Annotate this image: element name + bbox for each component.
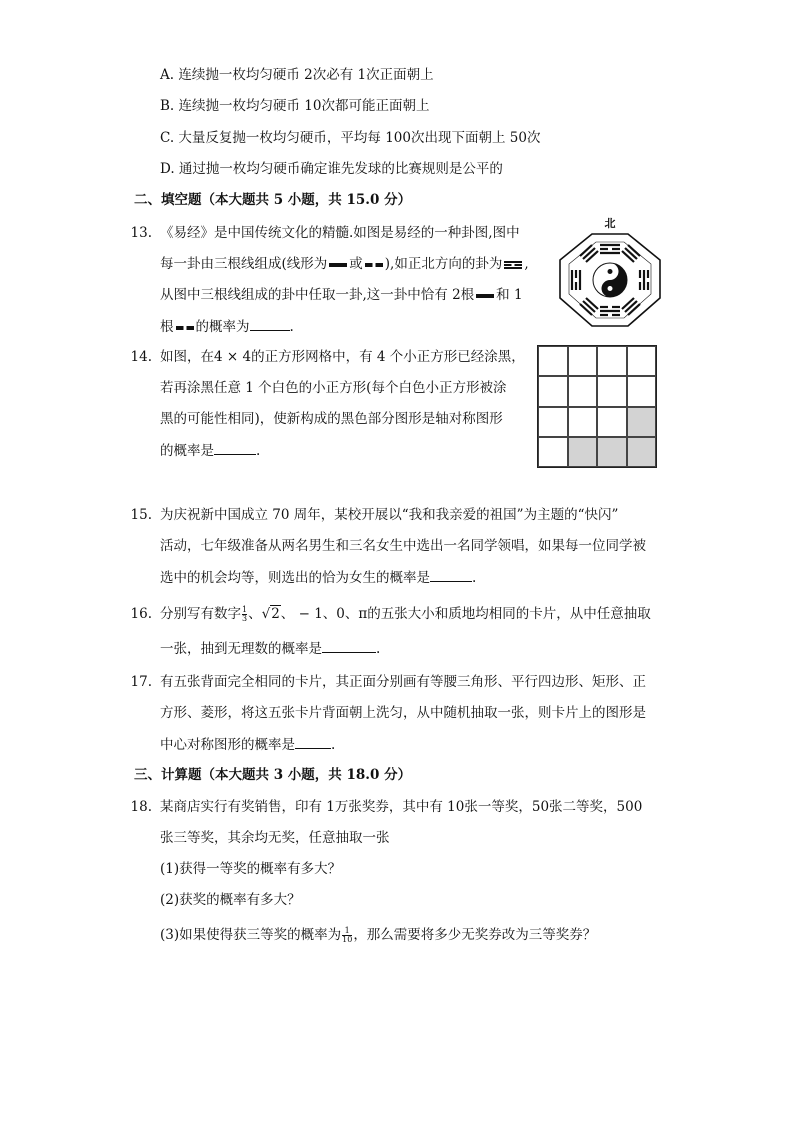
- q18-sub-2: (2)获奖的概率有多大？: [160, 892, 301, 908]
- grid-cell: [568, 376, 598, 406]
- answer-blank: [430, 567, 472, 582]
- grid-cell: [597, 407, 627, 437]
- q13-text: 从图中三根线组成的卦中任取一卦,这一卦中恰有 2根: [160, 287, 475, 303]
- q13-text: 根: [160, 319, 174, 335]
- q15-text: 选中的机会均等，则选出的恰为女生的概率是: [160, 570, 430, 586]
- q16-text: .: [376, 641, 381, 657]
- grid-cell: [597, 376, 627, 406]
- section-3-heading: 三、计算题（本大题共 3 小题，共 18.0 分）: [134, 767, 412, 783]
- q16-number: 16.: [130, 606, 152, 622]
- yin-line-icon: [176, 326, 194, 330]
- q18-line-1: 某商店实行有奖销售，印有 1万张奖券，其中有 10张一等奖，50张二等奖，500: [160, 799, 643, 815]
- q13-text: 和 1: [496, 287, 523, 303]
- answer-blank: [295, 734, 331, 749]
- q13-line-3: [160, 285, 523, 305]
- q18-line-2: 张三等奖，其余均无奖，任意抽取一张: [160, 830, 390, 846]
- grid-cell: [538, 376, 568, 406]
- q16-line-1: [160, 604, 651, 624]
- q17-line-1: 有五张背面完全相同的卡片，其正面分别画有等腰三角形、平行四边形、矩形、正: [160, 674, 646, 690]
- grid-cell: [568, 437, 598, 467]
- q15-line-2: 活动，七年级准备从两名男生和三名女生中选出一名同学领唱，如果每一位同学被: [160, 538, 646, 554]
- q13-text: 的概率为: [195, 319, 250, 335]
- q17-line-3: [160, 734, 335, 755]
- option-a: A. 连续抛一枚均匀硬币 2次必有 1次正面朝上: [160, 67, 434, 83]
- q18-sub-1: (1)获得一等奖的概率有多大？: [160, 861, 342, 877]
- fraction: [342, 927, 352, 944]
- north-label: 北: [604, 217, 616, 230]
- q15-text: .: [472, 570, 477, 586]
- q14-line-4: [160, 440, 260, 461]
- q14-text: .: [256, 443, 261, 459]
- square-grid: [537, 345, 657, 468]
- q17-number: 17.: [130, 674, 152, 690]
- grid-cell: [597, 346, 627, 376]
- bagua-diagram: [556, 212, 664, 330]
- sqrt-argument: 2: [271, 606, 280, 622]
- q14-line-2: 若再涂黑任意 1 个白色的小正方形(每个白色小正方形被涂: [160, 380, 507, 396]
- q17-line-2: 方形、菱形，将这五张卡片背面朝上洗匀，从中随机抽取一张，则卡片上的图形是: [160, 705, 646, 721]
- fraction: [242, 606, 247, 623]
- answer-blank: [250, 316, 290, 331]
- q15-number: 15.: [130, 507, 152, 523]
- q13-text: ),如正北方向的卦为: [384, 256, 503, 272]
- q13-text: 或: [349, 256, 363, 272]
- q14-number: 14.: [130, 349, 152, 365]
- grid-cell: [538, 407, 568, 437]
- q16-text: 、 − 1、0、π的五张大小和质地均相同的卡片，从中任意抽取: [280, 606, 651, 622]
- grid-cell: [597, 437, 627, 467]
- section-2-heading: 二、填空题（本大题共 5 小题，共 15.0 分）: [134, 192, 412, 208]
- q18-sub-3: [160, 925, 596, 945]
- grid-cell: [538, 437, 568, 467]
- fraction-denominator: 3: [242, 614, 248, 623]
- q18-text: (3)如果使得获三等奖的概率为: [160, 927, 342, 943]
- q13-line-1: 《易经》是中国传统文化的精髓.如图是易经的一种卦图,图中: [160, 225, 520, 241]
- grid-cell: [627, 437, 657, 467]
- answer-blank: [214, 440, 256, 455]
- fraction-numerator: 1: [242, 605, 248, 614]
- trigram-icon: [504, 260, 522, 270]
- q18-number: 18.: [130, 799, 152, 815]
- grid-cell: [568, 407, 598, 437]
- q13-text: .: [289, 319, 294, 335]
- grid-cell: [627, 407, 657, 437]
- option-b: B. 连续抛一枚均匀硬币 10次都可能正面朝上: [160, 98, 430, 114]
- q15-line-3: [160, 567, 476, 588]
- fraction-numerator: 1: [344, 926, 350, 935]
- fraction-denominator: 10: [342, 935, 353, 944]
- yang-line-icon: [476, 294, 494, 298]
- q13-line-2: 每一卦由三根线组成(线形为 或 ),如正北方向的卦为 ,: [160, 256, 529, 272]
- q16-text: 分别写有数字: [160, 606, 241, 622]
- grid-cell: [538, 346, 568, 376]
- q14-text: 的概率是: [160, 443, 214, 459]
- yang-line-icon: [329, 263, 347, 267]
- grid-cell: [627, 346, 657, 376]
- q13-text: 每一卦由三根线组成(线形为: [160, 256, 328, 272]
- option-d: D. 通过抛一枚均匀硬币确定谁先发球的比赛规则是公平的: [160, 161, 503, 177]
- q16-line-2: [160, 638, 380, 659]
- grid-cell: [627, 376, 657, 406]
- yin-yang-icon: [593, 263, 627, 297]
- q17-text: .: [331, 737, 336, 753]
- q14-line-1: 如图，在4 × 4的正方形网格中，有 4 个小正方形已经涂黑，: [160, 349, 525, 365]
- option-c: C. 大量反复抛一枚均匀硬币，平均每 100次出现下面朝上 50次: [160, 130, 541, 146]
- q13-number: 13.: [130, 225, 152, 241]
- yin-line-icon: [365, 263, 383, 267]
- q15-line-1: 为庆祝新中国成立 70 周年，某校开展以“我和我亲爱的祖国”为主题的“快闪”: [160, 507, 619, 523]
- q17-text: 中心对称图形的概率是: [160, 737, 295, 753]
- grid-cell: [568, 346, 598, 376]
- q16-text: 、√: [248, 606, 271, 622]
- answer-blank: [322, 638, 376, 653]
- q16-text: 一张，抽到无理数的概率是: [160, 641, 322, 657]
- q14-line-3: 黑的可能性相同)，使新构成的黑色部分图形是轴对称图形: [160, 411, 503, 427]
- q18-text: ，那么需要将多少无奖券改为三等奖券？: [353, 927, 597, 943]
- q13-line-4: [160, 316, 294, 337]
